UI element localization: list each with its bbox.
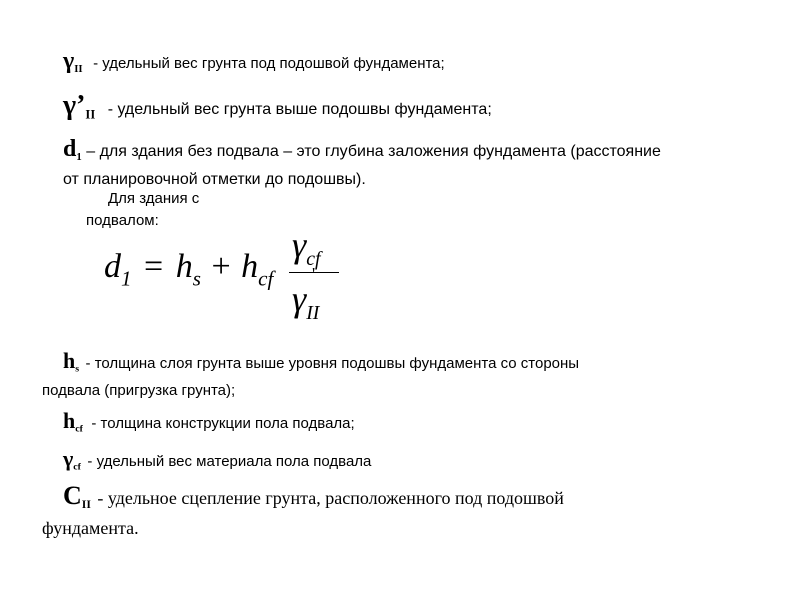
symbol-d1: $d_1$ [63, 136, 82, 163]
symbol-c-ii: $C_{II}$ [63, 481, 91, 512]
definition-text: - удельное сцепление грунта, расположенного под подошвой [97, 488, 564, 508]
definition-text: – для здания без подвала – это глубина заложения фундамента (расстояние [86, 143, 661, 160]
formula-lhs: $d_1$ [104, 248, 132, 291]
formula-plus: + [211, 248, 231, 285]
definition-c-ii [63, 481, 564, 511]
definition-gamma-prime-ii [63, 90, 492, 122]
definition-hcf [63, 408, 355, 434]
symbol-gamma: $\gamma_{II}$ [63, 48, 83, 75]
basement-note-line1: Для здания с [108, 190, 200, 207]
definition-text: - удельный вес грунта под подошвой фундамента; [93, 55, 445, 72]
formula-fraction-denominator: $\gamma_{II}$ [292, 279, 320, 324]
definition-text-continued: подвала (пригрузка грунта); [42, 382, 236, 399]
symbol-hs: $h_s$ [63, 348, 80, 375]
definition-text: - удельный вес материала пола подвала [87, 453, 372, 470]
formula-fraction-prime: ' [312, 264, 316, 284]
basement-note-line2: подвалом: [86, 212, 159, 229]
definition-hs [63, 348, 579, 374]
formula-term-hs: $h_s$ [175, 248, 201, 291]
formula-fraction-numerator: $\gamma_{cf}$ [292, 225, 321, 270]
definition-gamma-ii [63, 48, 445, 75]
definition-text: - толщина конструкции пола подвала; [91, 415, 355, 432]
definition-text: - толщина слоя грунта выше уровня подошвы фундамента со стороны [85, 355, 580, 372]
definition-gamma-cf [63, 446, 371, 472]
definition-d1 [63, 136, 661, 163]
symbol-gamma-cf: $\gamma_{cf}$ [63, 446, 81, 473]
symbol-gamma-prime: $\gamma’_{II}$ [63, 90, 96, 122]
formula-term-hcf: $h_{cf}$ [241, 248, 274, 291]
definition-text: - удельный вес грунта выше подошвы фундамента; [107, 101, 492, 118]
formula-equals: = [144, 248, 164, 285]
formula [104, 248, 273, 291]
definition-text-continued: фундамента. [42, 518, 139, 538]
symbol-hcf: $h_{cf}$ [63, 408, 83, 435]
definition-text-continued: от планировочной отметки до подошвы). [63, 171, 366, 188]
